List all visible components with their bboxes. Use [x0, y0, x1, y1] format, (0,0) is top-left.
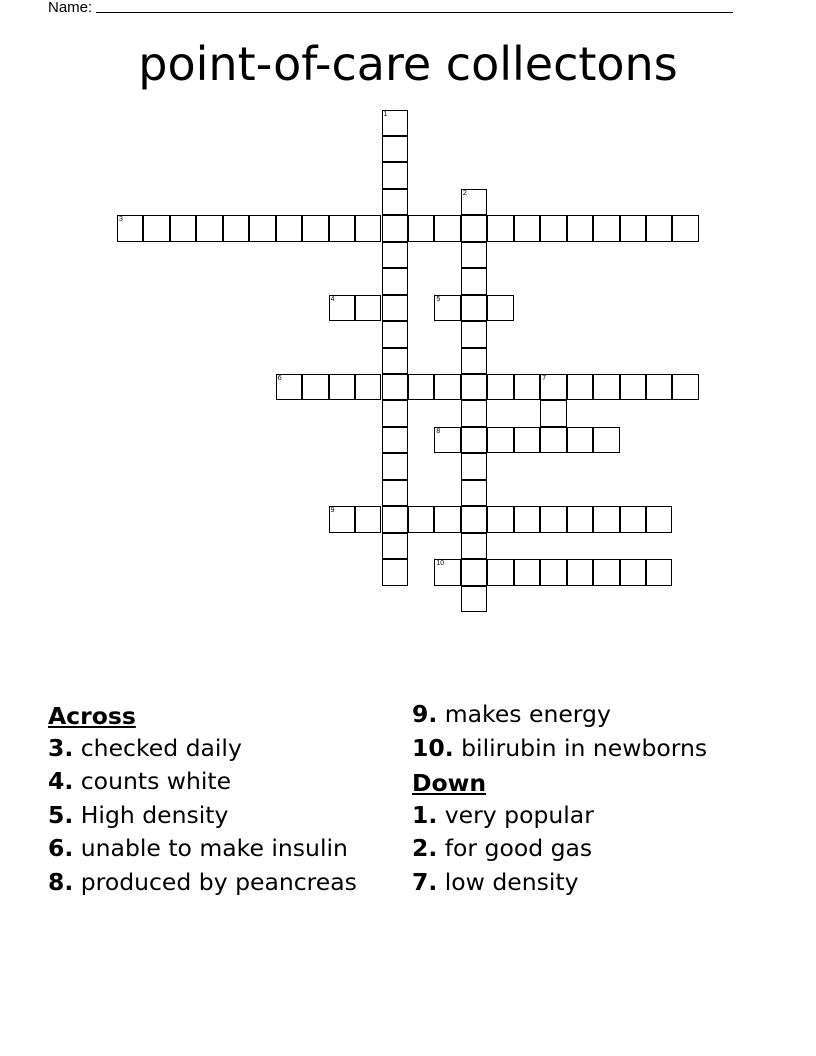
cell-number: 6 [277, 375, 282, 382]
crossword-cell[interactable] [461, 400, 487, 426]
crossword-cell[interactable] [567, 506, 593, 532]
crossword-cell[interactable] [461, 427, 487, 453]
crossword-cell[interactable] [461, 348, 487, 374]
crossword-cell[interactable] [461, 189, 487, 215]
crossword-cell[interactable] [593, 559, 619, 585]
crossword-cell[interactable] [223, 215, 249, 241]
puzzle-title: point-of-care collectons [138, 37, 678, 91]
crossword-cell[interactable] [540, 215, 566, 241]
crossword-cell[interactable] [196, 215, 222, 241]
clue-text: High density [80, 800, 229, 829]
clue-number: 7. [412, 867, 438, 896]
clue-text: unable to make insulin [80, 834, 348, 862]
across-clue-list-continued [412, 700, 802, 767]
clue-text: counts white [80, 767, 232, 795]
cell-number: 3 [119, 216, 123, 224]
crossword-cell[interactable] [514, 506, 540, 532]
crossword-cell[interactable] [408, 374, 434, 400]
crossword-cell[interactable] [461, 374, 487, 400]
crossword-cell[interactable] [329, 506, 355, 532]
down-clue-7 [412, 868, 802, 902]
crossword-cell[interactable] [434, 559, 460, 585]
crossword-cell[interactable] [382, 162, 408, 188]
crossword-cell[interactable] [382, 295, 408, 321]
clues-right-column [412, 700, 802, 901]
crossword-cell[interactable] [382, 453, 408, 479]
crossword-cell[interactable] [672, 374, 698, 400]
crossword-cell[interactable] [487, 506, 513, 532]
crossword-cell[interactable] [514, 374, 540, 400]
crossword-cell[interactable] [593, 506, 619, 532]
crossword-cell[interactable] [620, 374, 646, 400]
crossword-cell[interactable] [461, 295, 487, 321]
crossword-cell[interactable] [117, 215, 143, 241]
down-clue-1 [412, 801, 802, 835]
crossword-cell[interactable] [567, 427, 593, 453]
clue-number: 5. [48, 800, 74, 829]
crossword-cell[interactable] [461, 506, 487, 532]
crossword-cell[interactable] [382, 348, 408, 374]
crossword-cell[interactable] [382, 268, 408, 294]
clue-number: 3. [48, 733, 74, 762]
clue-text: very popular [444, 800, 594, 829]
crossword-cell[interactable] [434, 374, 460, 400]
clue-number: 4. [48, 767, 74, 795]
cell-number: 7 [542, 375, 547, 382]
down-clue-2 [412, 834, 802, 868]
across-clue-5 [48, 801, 388, 835]
crossword-cell[interactable] [355, 374, 381, 400]
crossword-cell[interactable] [620, 559, 646, 585]
crossword-cell[interactable] [382, 110, 408, 136]
across-clue-9 [412, 700, 802, 734]
across-clue-6 [48, 834, 388, 868]
clue-text: produced by peancreas [80, 867, 357, 896]
crossword-cell[interactable] [302, 215, 328, 241]
crossword-cell[interactable] [382, 427, 408, 453]
crossword-cell[interactable] [382, 136, 408, 162]
across-heading: Across [48, 702, 136, 730]
cell-number: 9 [330, 507, 335, 515]
crossword-cell[interactable] [514, 215, 540, 241]
crossword-cell[interactable] [461, 321, 487, 347]
crossword-cell[interactable] [143, 215, 169, 241]
crossword-cell[interactable] [434, 427, 460, 453]
crossword-cell[interactable] [329, 215, 355, 241]
crossword-cell[interactable] [567, 215, 593, 241]
crossword-cell[interactable] [382, 533, 408, 559]
crossword-cell[interactable] [329, 374, 355, 400]
crossword-cell[interactable] [249, 215, 275, 241]
cell-number: 5 [436, 295, 441, 303]
crossword-cell[interactable] [514, 559, 540, 585]
clue-number: 6. [48, 834, 74, 862]
crossword-cell[interactable] [170, 215, 196, 241]
across-clue-8 [48, 868, 388, 902]
crossword-cell[interactable] [382, 189, 408, 215]
crossword-cell[interactable] [461, 268, 487, 294]
across-clue-4 [48, 767, 388, 801]
crossword-cell[interactable] [276, 215, 302, 241]
crossword-cell[interactable] [540, 559, 566, 585]
clue-text: bilirubin in newborns [461, 733, 708, 762]
crossword-cell[interactable] [382, 480, 408, 506]
crossword-cell[interactable] [434, 215, 460, 241]
crossword-cell[interactable] [487, 295, 513, 321]
clue-number: 9. [412, 700, 438, 728]
crossword-cell[interactable] [620, 215, 646, 241]
crossword-cell[interactable] [382, 215, 408, 241]
crossword-cell[interactable] [355, 215, 381, 241]
down-heading: Down [412, 769, 487, 797]
crossword-cell[interactable] [646, 506, 672, 532]
crossword-cell[interactable] [487, 215, 513, 241]
crossword-cell[interactable] [646, 215, 672, 241]
crossword-cell[interactable] [540, 427, 566, 453]
clue-text: low density [444, 867, 579, 896]
cell-number: 8 [436, 427, 441, 435]
clue-number: 8. [48, 867, 74, 896]
crossword-cell[interactable] [382, 559, 408, 585]
crossword-cell[interactable] [620, 506, 646, 532]
cell-number: 10 [436, 560, 445, 568]
crossword-cell[interactable] [672, 215, 698, 241]
crossword-cell[interactable] [461, 480, 487, 506]
crossword-cell[interactable] [461, 586, 487, 612]
clue-number: 2. [412, 834, 438, 862]
clue-text: for good gas [444, 834, 593, 862]
crossword-cell[interactable] [593, 215, 619, 241]
crossword-cell[interactable] [461, 242, 487, 268]
crossword-cell[interactable] [382, 506, 408, 532]
crossword-cell[interactable] [408, 506, 434, 532]
across-clue-list [48, 734, 388, 902]
crossword-cell[interactable] [487, 427, 513, 453]
crossword-cell[interactable] [461, 215, 487, 241]
crossword-cell[interactable] [355, 506, 381, 532]
crossword-cell[interactable] [487, 559, 513, 585]
crossword-cell[interactable] [487, 374, 513, 400]
clue-number: 10. [412, 733, 454, 762]
crossword-cell[interactable] [514, 427, 540, 453]
crossword-cell[interactable] [461, 453, 487, 479]
crossword-cell[interactable] [540, 374, 566, 400]
name-label: Name: [48, 0, 93, 16]
crossword-cell[interactable] [461, 533, 487, 559]
crossword-cell[interactable] [540, 506, 566, 532]
crossword-cell[interactable] [329, 295, 355, 321]
crossword-cell[interactable] [567, 374, 593, 400]
crossword-cell[interactable] [593, 374, 619, 400]
crossword-cell[interactable] [593, 427, 619, 453]
crossword-cell[interactable] [302, 374, 328, 400]
crossword-cell[interactable] [434, 295, 460, 321]
cell-number: 1 [383, 110, 388, 118]
crossword-cell[interactable] [461, 559, 487, 585]
crossword-cell[interactable] [355, 295, 381, 321]
crossword-cell[interactable] [434, 506, 460, 532]
clue-text: checked daily [80, 733, 242, 762]
across-clue-3 [48, 734, 388, 768]
crossword-cell[interactable] [540, 400, 566, 426]
cell-number: 4 [330, 295, 335, 303]
crossword-cell[interactable] [408, 215, 434, 241]
crossword-cell[interactable] [276, 374, 302, 400]
crossword-cell[interactable] [567, 559, 593, 585]
crossword-cell[interactable] [646, 374, 672, 400]
clue-text: makes energy [444, 700, 611, 728]
clues-left-column [48, 700, 388, 901]
crossword-cell[interactable] [382, 400, 408, 426]
crossword-cell[interactable] [382, 321, 408, 347]
cell-number: 2 [462, 189, 467, 197]
across-clue-10 [412, 734, 802, 768]
crossword-cell[interactable] [382, 242, 408, 268]
down-clue-list [412, 801, 802, 902]
crossword-cell[interactable] [382, 374, 408, 400]
clue-number: 1. [412, 800, 438, 829]
crossword-cell[interactable] [646, 559, 672, 585]
